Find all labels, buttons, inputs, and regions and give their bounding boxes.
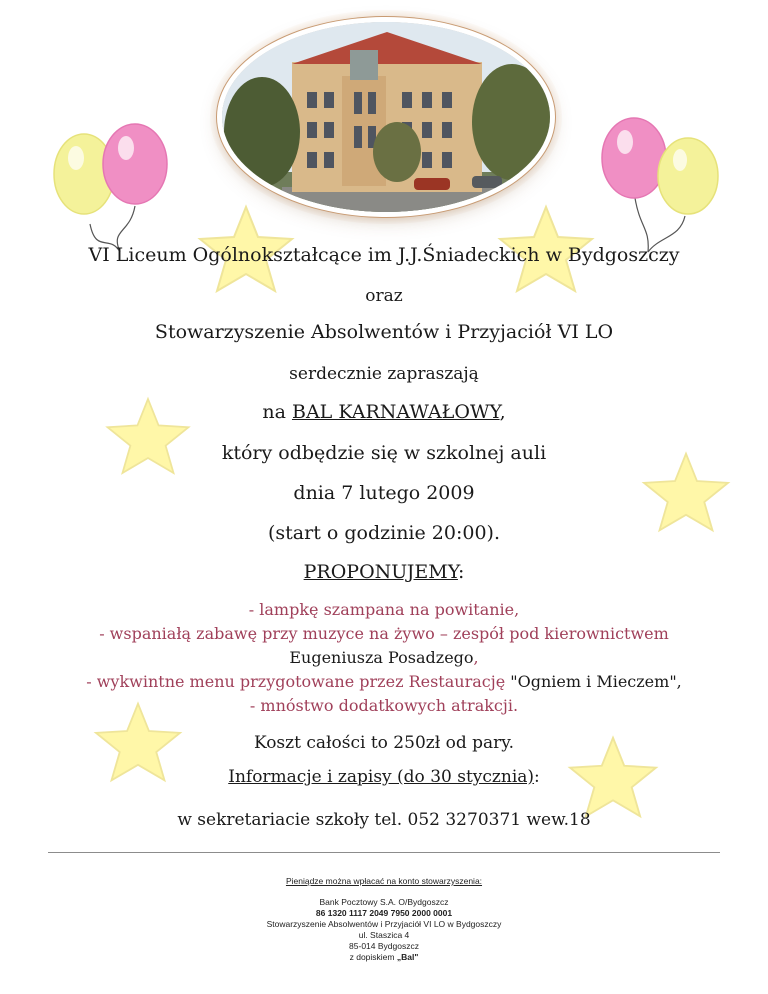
event-place: który odbędzie się w szkolnej auli <box>221 442 547 464</box>
event-suffix: , <box>499 401 506 423</box>
conjunction-text: oraz <box>365 286 403 306</box>
restaurant-name: "Ogniem i Mieczem", <box>510 672 682 691</box>
offer-heading: PROPONUJEMY <box>303 561 458 583</box>
owner-street: ul. Staszica 4 <box>358 930 410 940</box>
band-leader-suffix: , <box>473 648 479 667</box>
invitation-text: serdecznie zapraszają <box>289 364 479 384</box>
band-leader-name: Eugeniusza Posadzego <box>289 648 474 667</box>
footer-divider <box>48 852 720 853</box>
reference-prefix: z dopiskiem <box>349 952 397 962</box>
bank-account: 86 1320 1117 2049 7950 2000 0001 <box>315 908 453 918</box>
offer-heading-line <box>0 561 768 583</box>
offer-item-attractions: - mnóstwo dodatkowych atrakcji. <box>249 696 519 715</box>
offer-item-band-leader <box>0 648 768 667</box>
menu-prefix: - wykwintne menu przygotowane przez Restaurację <box>86 672 511 691</box>
balloons-left-icon <box>40 84 180 254</box>
info-heading-line <box>0 767 768 787</box>
event-prefix: na <box>262 401 292 423</box>
info-heading-suffix: : <box>534 767 540 787</box>
payment-reference-line <box>0 952 768 963</box>
event-name: BAL KARNAWAŁOWY <box>291 401 500 423</box>
school-photo <box>222 22 550 212</box>
owner-city: 85-014 Bydgoszcz <box>349 941 419 951</box>
info-heading: Informacje i zapisy (do 30 stycznia) <box>228 767 535 787</box>
cost-text: Koszt całości to 250zł od pary. <box>253 733 515 753</box>
account-owner: Stowarzyszenie Absolwentów i Przyjaciół VI LO w Bydgoszczy <box>266 919 502 929</box>
event-name-line <box>0 401 768 423</box>
offer-item-music: - wspaniałą zabawę przy muzyce na żywo – zespół pod kierownictwem <box>99 624 669 643</box>
payment-note: Pieniądze można wpłacać na konto stowarzyszenia: <box>285 876 483 886</box>
balloons-right-icon <box>590 78 730 254</box>
offer-item-champagne: - lampkę szampana na powitanie, <box>248 600 520 619</box>
bank-name: Bank Pocztowy S.A. O/Bydgoszcz <box>319 897 449 907</box>
contact-text: w sekretariacie szkoły tel. 052 3270371 wew.18 <box>177 810 591 830</box>
offer-item-menu <box>0 672 768 691</box>
event-date: dnia 7 lutego 2009 <box>293 482 475 504</box>
reference-value: „Bal" <box>396 952 419 962</box>
offer-heading-suffix: : <box>457 561 465 583</box>
association-name: Stowarzyszenie Absolwentów i Przyjaciół VI LO <box>154 321 614 343</box>
event-time: (start o godzinie 20:00). <box>267 522 501 544</box>
school-name: VI Liceum Ogólnokształcące im J.J.Śniadeckich w Bydgoszczy <box>88 244 680 266</box>
